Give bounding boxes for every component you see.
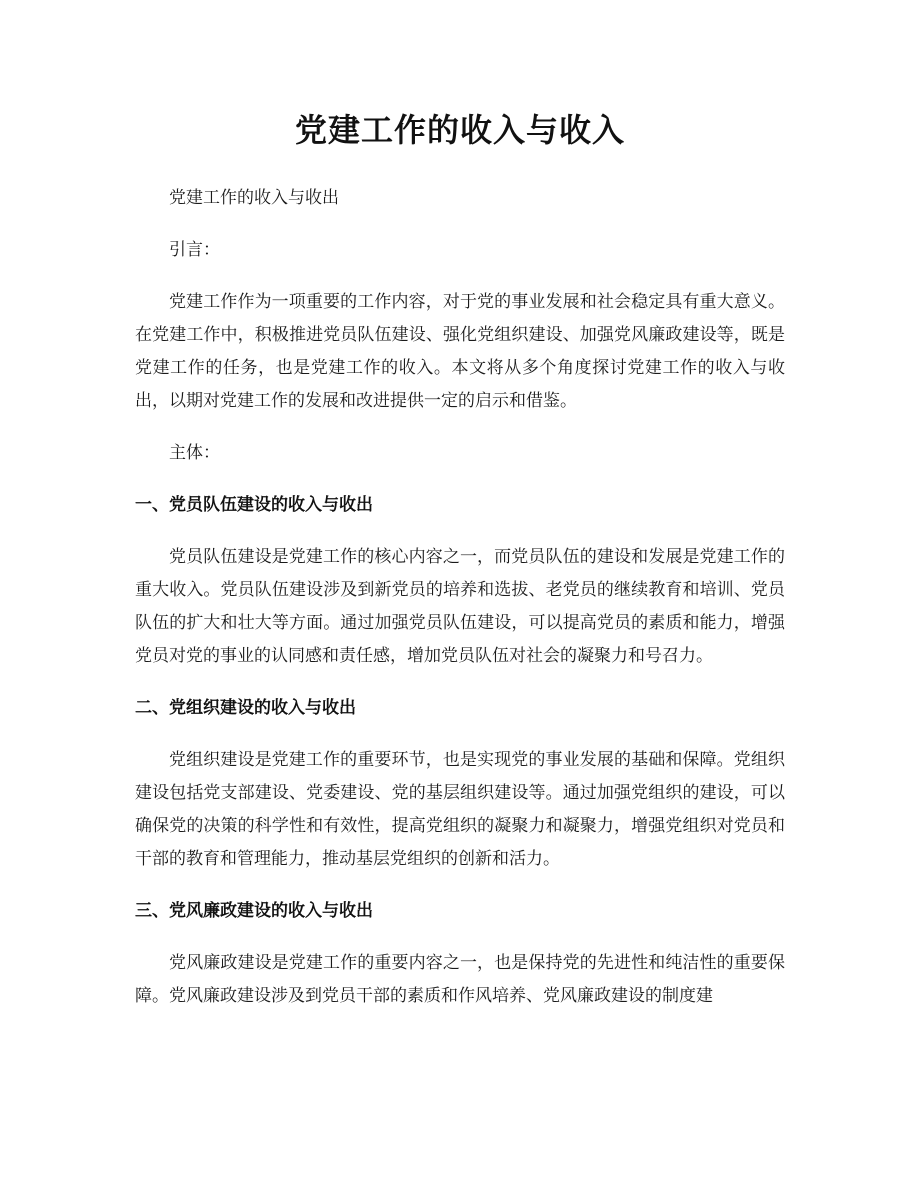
- section-heading-2: 二、党组织建设的收入与收出: [135, 698, 356, 718]
- body-label: 主体：: [169, 443, 220, 463]
- section-paragraph-2: 党组织建设是党建工作的重要环节，也是实现党的事业发展的基础和保障。党组织建设包括党支部建设、党委建设、党的基层组织建设等。通过加强党组织的建设，可以确保党的决策的科学性和有效性，提高党组织的凝聚力和凝聚力，增强党组织对党员和干部的教育和管理能力，推动基层党组织的创新和活力。: [135, 750, 785, 869]
- section-heading-1: 一、党员队伍建设的收入与收出: [135, 495, 373, 515]
- intro-label: 引言：: [169, 240, 220, 260]
- document-subtitle: 党建工作的收入与收出: [169, 188, 339, 208]
- section-paragraph-3: 党风廉政建设是党建工作的重要内容之一，也是保持党的先进性和纯洁性的重要保障。党风廉政建设涉及到党员干部的素质和作风培养、党风廉政建设的制度建: [135, 953, 785, 1006]
- document-title: 党建工作的收入与收入: [294, 111, 625, 149]
- section-heading-3: 三、党风廉政建设的收入与收出: [135, 901, 373, 921]
- intro-paragraph: 党建工作作为一项重要的工作内容，对于党的事业发展和社会稳定具有重大意义。在党建工作中，积极推进党员队伍建设、强化党组织建设、加强党风廉政建设等，既是党建工作的任务，也是党建工作的收入。本文将从多个角度探讨党建工作的收入与收出，以期对党建工作的发展和改进提供一定的启示和借鉴。: [135, 292, 785, 411]
- section-paragraph-1: 党员队伍建设是党建工作的核心内容之一，而党员队伍的建设和发展是党建工作的重大收入。党员队伍建设涉及到新党员的培养和选拔、老党员的继续教育和培训、党员队伍的扩大和壮大等方面。通过加强党员队伍建设，可以提高党员的素质和能力，增强党员对党的事业的认同感和责任感，增加党员队伍对社会的凝聚力和号召力。: [135, 547, 785, 666]
